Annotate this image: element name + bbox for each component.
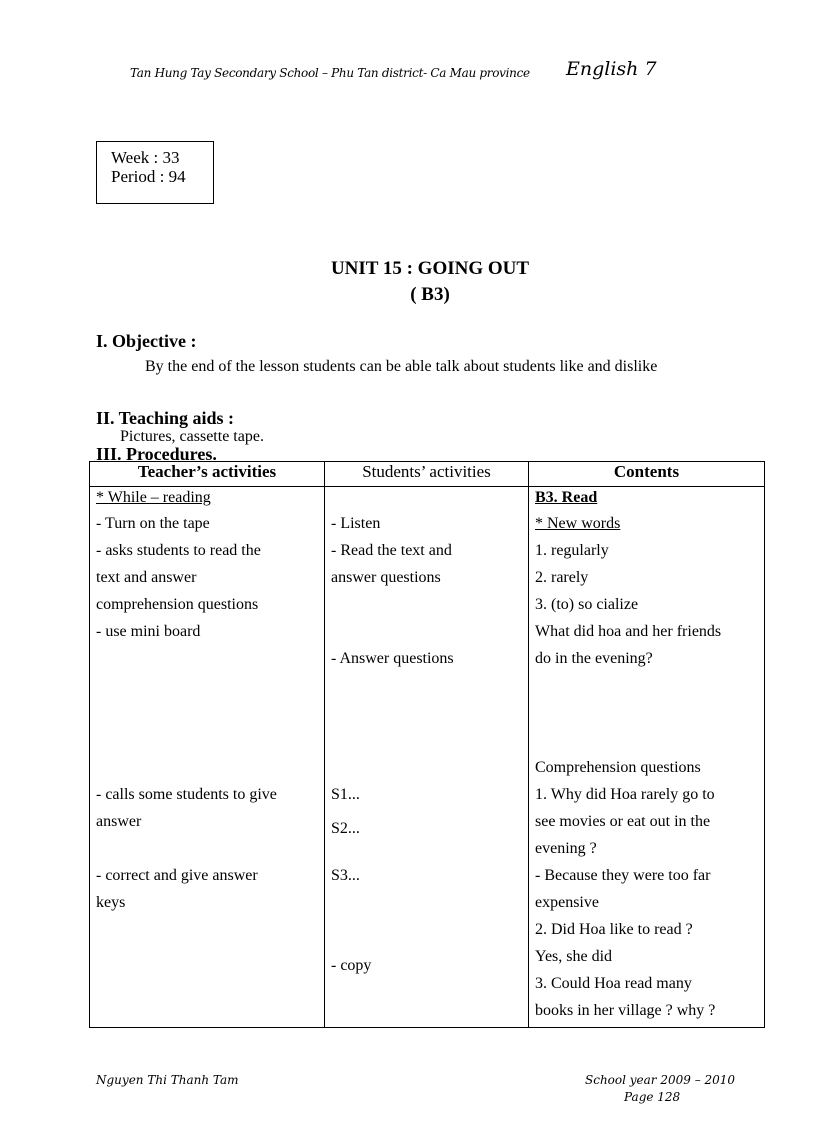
contents-line: 2. rarely [535, 569, 589, 586]
footer-school-year: School year 2009 – 2010 [585, 1073, 736, 1087]
contents-line: * New words [535, 515, 621, 532]
contents-line: evening ? [535, 840, 597, 857]
teacher-line: keys [96, 894, 126, 911]
teacher-column [90, 487, 325, 1028]
teacher-line: * While – reading [96, 489, 211, 506]
header-school: Tan Hung Tay Secondary School – Phu Tan district- Ca Mau province [130, 66, 530, 80]
contents-line: 1. regularly [535, 542, 609, 559]
header-students: Students’ activities [325, 462, 529, 487]
teacher-line: - asks students to read the [96, 542, 261, 559]
students-line: S3... [331, 867, 360, 884]
table-body-row [90, 487, 765, 1028]
students-line: - Answer questions [331, 650, 454, 667]
contents-line: Yes, she did [535, 948, 613, 965]
procedures-table [89, 461, 765, 1028]
contents-line: - Because they were too far [535, 867, 711, 884]
objective-heading: I. Objective : [96, 331, 197, 351]
header-teacher: Teacher’s activities [90, 462, 325, 487]
teacher-line: text and answer [96, 569, 197, 586]
students-line: S1... [331, 786, 360, 803]
teacher-line: - use mini board [96, 623, 201, 640]
contents-line: books in her village ? why ? [535, 1002, 716, 1019]
contents-line: 2. Did Hoa like to read ? [535, 921, 693, 938]
students-line: S2... [331, 820, 360, 837]
header-contents: Contents [529, 462, 765, 487]
week-label: Week : 33 [111, 148, 180, 167]
teacher-line: - correct and give answer [96, 867, 258, 884]
students-line: - copy [331, 957, 372, 974]
unit-title: UNIT 15 : GOING OUT [330, 258, 530, 279]
teaching-aids-text: Pictures, cassette tape. [120, 428, 264, 445]
objective-text: By the end of the lesson students can be able talk about students like and dislike [145, 358, 658, 375]
students-line: - Read the text and [331, 542, 452, 559]
week-period-box [96, 141, 214, 204]
contents-line: 1. Why did Hoa rarely go to [535, 786, 715, 803]
footer-page: Page 128 [624, 1090, 681, 1104]
lesson-title: ( B3) [410, 284, 450, 305]
teacher-line: answer [96, 813, 142, 830]
contents-line: Comprehension questions [535, 759, 701, 776]
teacher-line: - calls some students to give [96, 786, 277, 803]
footer-author: Nguyen Thi Thanh Tam [96, 1073, 239, 1087]
students-line: answer questions [331, 569, 441, 586]
header-subject: English 7 [566, 58, 657, 80]
teaching-aids-heading: II. Teaching aids : [96, 408, 235, 428]
teacher-line: comprehension questions [96, 596, 259, 613]
contents-line: What did hoa and her friends [535, 623, 722, 640]
procedures-heading: III. Procedures. [96, 444, 217, 464]
students-column [325, 487, 529, 1028]
contents-line: 3. Could Hoa read many [535, 975, 692, 992]
contents-line: see movies or eat out in the [535, 813, 711, 830]
contents-line: B3. Read [535, 489, 598, 506]
contents-line: do in the evening? [535, 650, 653, 667]
period-label: Period : 94 [111, 167, 186, 186]
contents-column [529, 487, 765, 1028]
contents-line: 3. (to) so cialize [535, 596, 639, 613]
table-header-row [90, 462, 765, 487]
contents-line: expensive [535, 894, 599, 911]
teacher-line: - Turn on the tape [96, 515, 210, 532]
students-line: - Listen [331, 515, 381, 532]
